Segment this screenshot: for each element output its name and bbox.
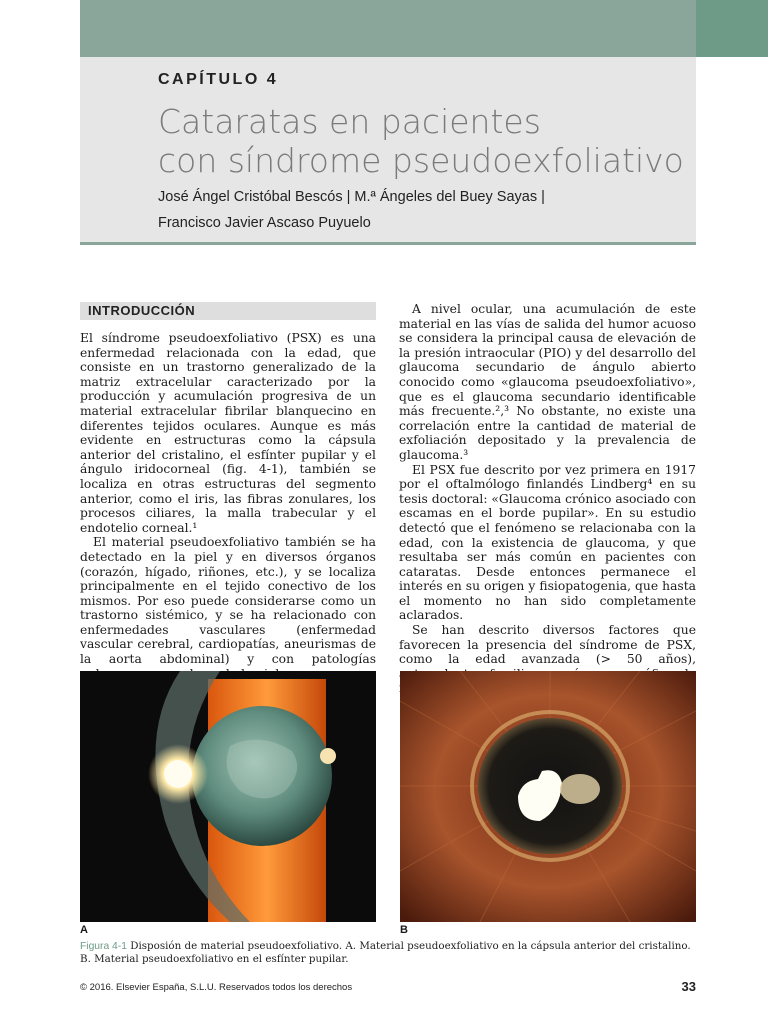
authors-line-1: José Ángel Cristóbal Bescós | M.ª Ángeles del Buey Sayas | — [158, 189, 545, 205]
left-column — [80, 331, 376, 681]
authors-line-2: Francisco Javier Ascaso Puyuelo — [158, 215, 371, 231]
figure-caption-text: Disposión de material pseudoexfoliativo. A. Material pseudoexfoliativo en la cápsula anterior del cristalino. B. Material pseudoexfoliativo en el esfínter pupilar. — [80, 940, 691, 965]
figure-caption — [80, 940, 696, 966]
chapter-title — [158, 102, 688, 180]
paragraph: A nivel ocular, una acumulación de este material en las vías de salida del humor acuoso se considera la principal causa de elevación de la presión intraocular (PIO) y del desarrollo del glaucoma secundario de ángulo abierto conocido como «glaucoma pseudoexfoliativo», que es el glaucoma secundario identificable más frecuente.²,³ No obstante, no existe una correlación entre la cantidad de material de exfoliación depositado y la prevalencia de glaucoma.³ — [399, 302, 696, 462]
figure-photo-a — [80, 671, 376, 922]
copyright-notice: © 2016. Elsevier España, S.L.U. Reservados todos los derechos — [80, 982, 353, 993]
paragraph: El síndrome pseudoexfoliativo (PSX) es una enfermedad relacionada con la edad, que consiste en un trastorno generalizado de la matriz extracelular caracterizado por la producción y acumulación progresiva de un material extracelular fibrilar blanquecino en diferentes tejidos oculares. Aunque es más evidente en estructuras como la cápsula anterior del cristalino, el esfínter pupilar y el ángulo iridocorneal (fig. 4-1), también se localiza en otras estructuras del segmento anterior, como el iris, las fibras zonulares, los procesos ciliares, la malla trabecular y el endotelio corneal.¹ — [80, 331, 376, 535]
header-divider — [80, 242, 696, 245]
section-heading — [80, 302, 376, 320]
chapter-title-line-1: Cataratas en pacientes — [158, 102, 541, 141]
paragraph: Se han descrito diversos factores que favorecen la presencia del síndrome de PSX, como la edad avanzada (> 50 años), — [399, 623, 696, 667]
section-heading-text: INTRODUCCIÓN — [88, 303, 196, 318]
figure-label-b: B — [400, 924, 408, 936]
header-color-band — [80, 0, 696, 57]
figure-caption-number: Figura 4-1 — [80, 941, 127, 952]
header-accent-block — [696, 0, 768, 57]
paragraph: El PSX fue descrito por vez primera en 1917 por el oftalmólogo finlandés Lindberg⁴ en su tesis doctoral: «Glaucoma crónico asociado con escamas en el borde pupilar». En su estudio detectó que el fenómeno se relacionaba con la edad, con la existencia de glaucoma, y que resultaba ser más común en pacientes con cataratas. Desde entonces permanece el interés en su origen y fisiopatogenia, que hasta el momento no han sido completamente aclarados. — [399, 462, 696, 623]
page-number: 33 — [681, 979, 696, 994]
figure-label-a: A — [80, 924, 88, 936]
chapter-title-line-2: con síndrome pseudoexfoliativo — [158, 141, 684, 180]
chapter-label: CAPÍTULO 4 — [158, 71, 279, 88]
right-column — [399, 302, 696, 696]
paragraph: El material pseudoexfoliativo también se ha detectado en la piel y en diversos órganos (corazón, hígado, riñones, etc.), y se localiza principalmente en el tejido conectivo de los mismos. Por eso puede considerarse como un trastorno sistémico, y se ha relacionado con enfermedades vasculares (enfermedad vascular cerebral, cardiopatías, aneurismas de la aorta abdominal) y con patologías — [80, 535, 376, 667]
authors — [158, 184, 688, 236]
figure-photo-b — [400, 671, 696, 922]
